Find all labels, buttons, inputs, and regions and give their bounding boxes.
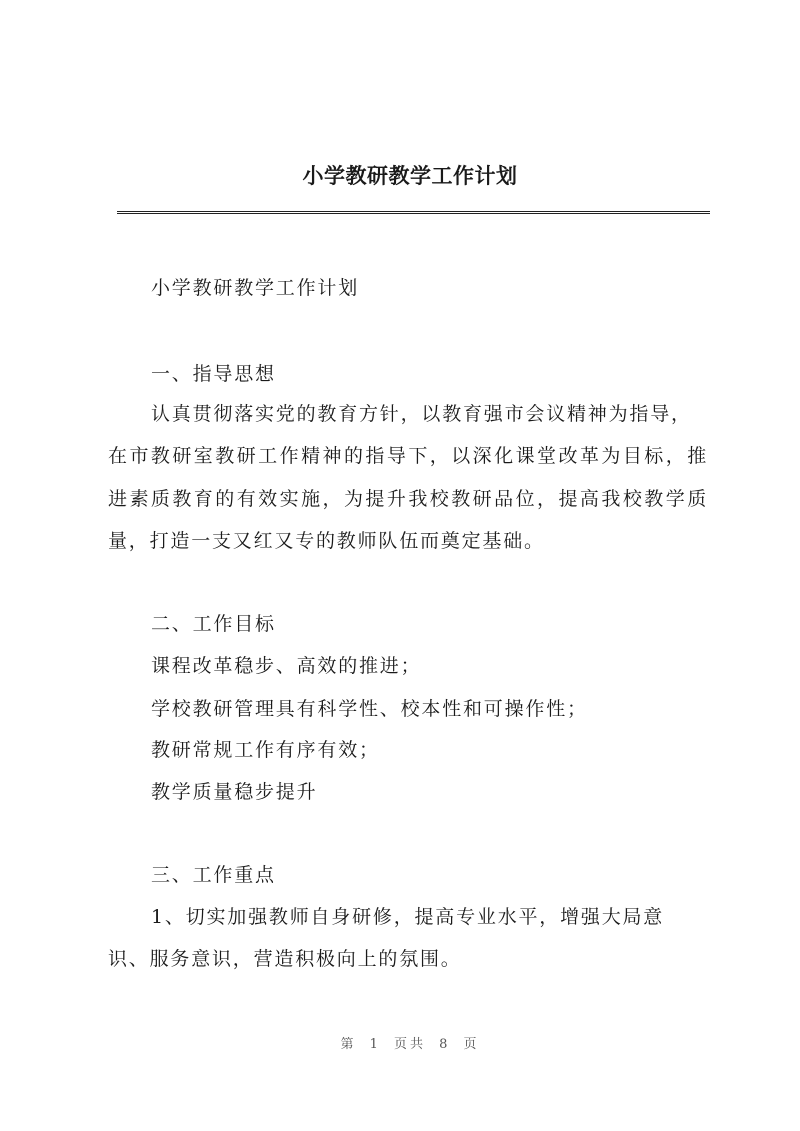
section-heading-3: 三、工作重点 <box>151 864 276 886</box>
section-heading-1: 一、指导思想 <box>151 363 276 385</box>
page-footer: 第 1 页共 8 页 <box>340 1037 480 1052</box>
list-item: 学校教研管理具有科学性、校本性和可操作性； <box>151 698 588 720</box>
paragraph-line: 在市教研室教研工作精神的指导下，以深化课堂改革为目标，推 <box>108 445 708 467</box>
section-heading-2: 二、工作目标 <box>151 613 276 635</box>
subtitle-line: 小学教研教学工作计划 <box>151 277 360 299</box>
list-item: 教学质量稳步提升 <box>151 781 318 803</box>
title-divider <box>117 211 710 214</box>
page-title: 小学教研教学工作计划 <box>302 163 518 188</box>
list-item: 教研常规工作有序有效； <box>151 739 380 761</box>
paragraph-line: 量，打造一支又红又专的教师队伍而奠定基础。 <box>108 530 545 552</box>
paragraph-line: 进素质教育的有效实施，为提升我校教研品位，提高我校教学质 <box>108 488 708 510</box>
list-item: 课程改革稳步、高效的推进； <box>151 655 422 677</box>
paragraph-line: 1、切实加强教师自身研修，提高专业水平，增强大局意 <box>151 906 665 928</box>
paragraph-line: 识、服务意识，营造积极向上的氛围。 <box>108 948 462 970</box>
paragraph-line: 认真贯彻落实党的教育方针，以教育强市会议精神为指导， <box>151 403 692 425</box>
